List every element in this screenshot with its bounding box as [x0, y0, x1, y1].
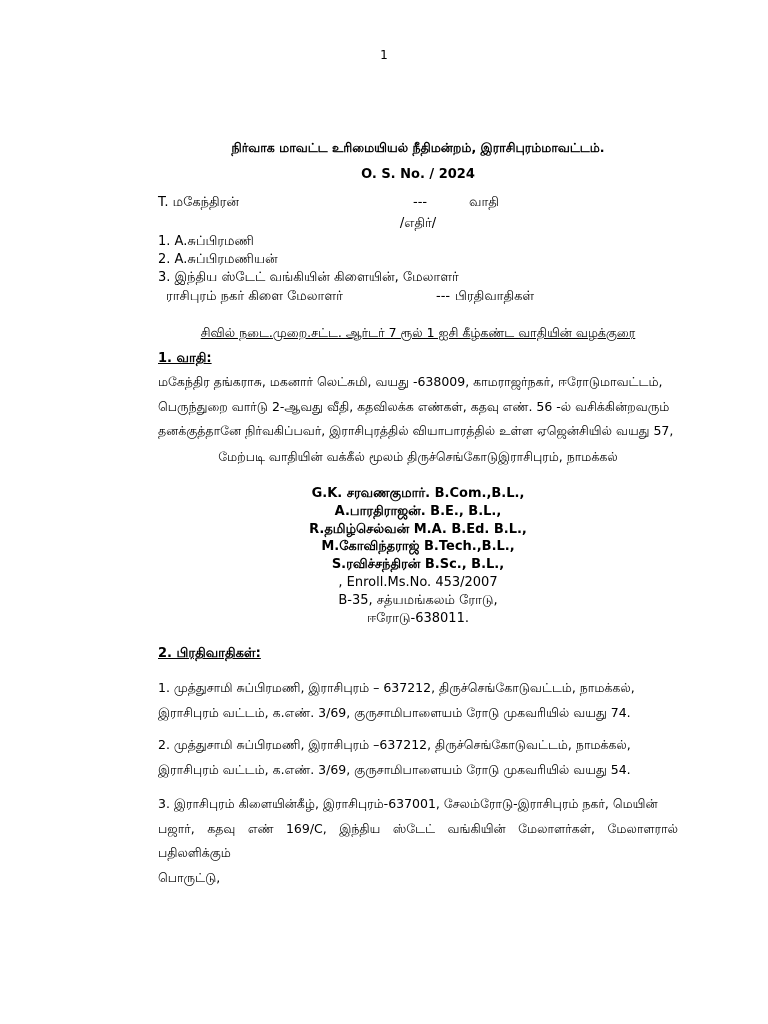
defendants-dash: --- [436, 289, 451, 304]
plaintiff-paragraph [158, 370, 678, 444]
advocate-block [158, 485, 678, 627]
advocate-name: S.ரவிச்சந்திரன் B.Sc., B.L., [331, 557, 505, 573]
via-advocate-line: மேற்படி வாதியின் வக்கீல் மூலம் திருச்செங்கோடுஇராசிபுரம், நாமக்கல் [218, 449, 618, 464]
defendant-1-line: 1. A.சுப்பிரமணி [158, 234, 254, 249]
advocate-name: A.பாரதிராஜன். B.E., B.L., [334, 503, 502, 519]
court-title: நிர்வாக மாவட்ட உரிமையியல் நீதிமன்றம், இராசிபுரம்மாவட்டம். [231, 140, 605, 155]
advocate-enrollment: , Enroll.Ms.No. 453/2007 [338, 574, 498, 590]
advocate-name: R.தமிழ்செல்வன் M.A. B.Ed. B.L., [309, 521, 527, 537]
defendant-paragraph-line: 2. முத்துசாமி சுப்பிரமணி, இராசிபுரம் –637212, திருச்செங்கோடுவட்டம், நாமக்கல், [158, 737, 631, 752]
defendant-paragraph-line: இராசிபுரம் வட்டம், க.எண். 3/69, குருசாமிபாளையம் ரோடு முகவரியில் வயது 54. [158, 761, 631, 777]
defendant-3-paragraph [158, 792, 678, 890]
section-1-title: 1. வாதி: [158, 351, 212, 366]
section-2-title: 2. பிரதிவாதிகள்: [158, 646, 261, 661]
defendant-paragraph-line: 1. முத்துசாமி சுப்பிரமணி, இராசிபுரம் – 637212, திருச்செங்கோடுவட்டம், நாமக்கல், [158, 680, 635, 695]
plaintiff-dash: --- [413, 195, 428, 210]
plaintiff-paragraph-line: மகேந்திர தங்கராசு, மகனார் லெட்சுமி, வயது -638009, காமராஜர்நகர், ஈரோடுமாவட்டம், [158, 374, 663, 389]
advocate-address-street: B-35, சத்யமங்கலம் ரோடு, [338, 592, 498, 608]
case-number: O. S. No. / 2024 [361, 167, 475, 182]
defendant-3-branch: ராசிபுரம் நகர் கிளை மேலாளர் [166, 289, 343, 304]
defendant-2-line: 2. A.சுப்பிரமணியன் [158, 252, 278, 267]
advocate-name: M.கோவிந்தராஜ் B.Tech.,B.L., [321, 539, 515, 555]
versus-marker: /எதிர்/ [399, 216, 437, 231]
defendant-paragraph-line: பொருட்டு, [158, 869, 221, 885]
advocate-name: G.K. சரவணகுமார். B.Com.,B.L., [311, 486, 525, 501]
defendant-paragraph-line: பஜார், கதவு எண் 169/C, இந்திய ஸ்டேட் வங்கியின் மேலாளர்கள், மேலாளரால் பதிலளிக்கும் [158, 820, 678, 860]
page-number: 1 [380, 48, 388, 62]
plaintiff-line [158, 195, 678, 211]
defendant-3-line: 3. இந்திய ஸ்டேட் வங்கியின் கிளையின், மேலாளர் [158, 270, 459, 285]
plaintiff-paragraph-line: தனக்குத்தானே நிர்வகிப்பவர், இராசிபுரத்தில் வியாபாரத்தில் உள்ள ஏஜென்சியில் வயது 57, [158, 423, 674, 438]
plaintiff-paragraph-line: பெருந்துறை வார்டு 2-ஆவது வீதி, கதவிலக்க எண்கள், கதவு எண். 56 -ல் வசிக்கின்றவரும் [158, 398, 670, 414]
defendant-paragraph-line: இராசிபுரம் வட்டம், க.எண். 3/69, குருசாமிபாளையம் ரோடு முகவரியில் வயது 74. [158, 704, 631, 720]
defendant-2-paragraph [158, 733, 678, 782]
plaintiff-role: வாதி [469, 195, 499, 210]
defendant-paragraph-line: 3. இராசிபுரம் கிளையின்கீழ், இராசிபுரம்-637001, சேலம்ரோடு-இராசிபுரம் நகர், மெயின் [158, 796, 658, 811]
plaint-heading: சிவில் நடை.முறை.சட்ட. ஆர்டர் 7 ரூல் 1 ஐசி கீழ்கண்ட வாதியின் வழக்குரை [200, 325, 636, 340]
defendant-1-paragraph [158, 676, 678, 725]
defendants-role: பிரதிவாதிகள் [455, 289, 535, 304]
plaintiff-name: T. மகேந்திரன் [158, 195, 239, 210]
advocate-address-city: ஈரோடு-638011. [367, 610, 469, 626]
defendant-3-continued [166, 289, 535, 305]
